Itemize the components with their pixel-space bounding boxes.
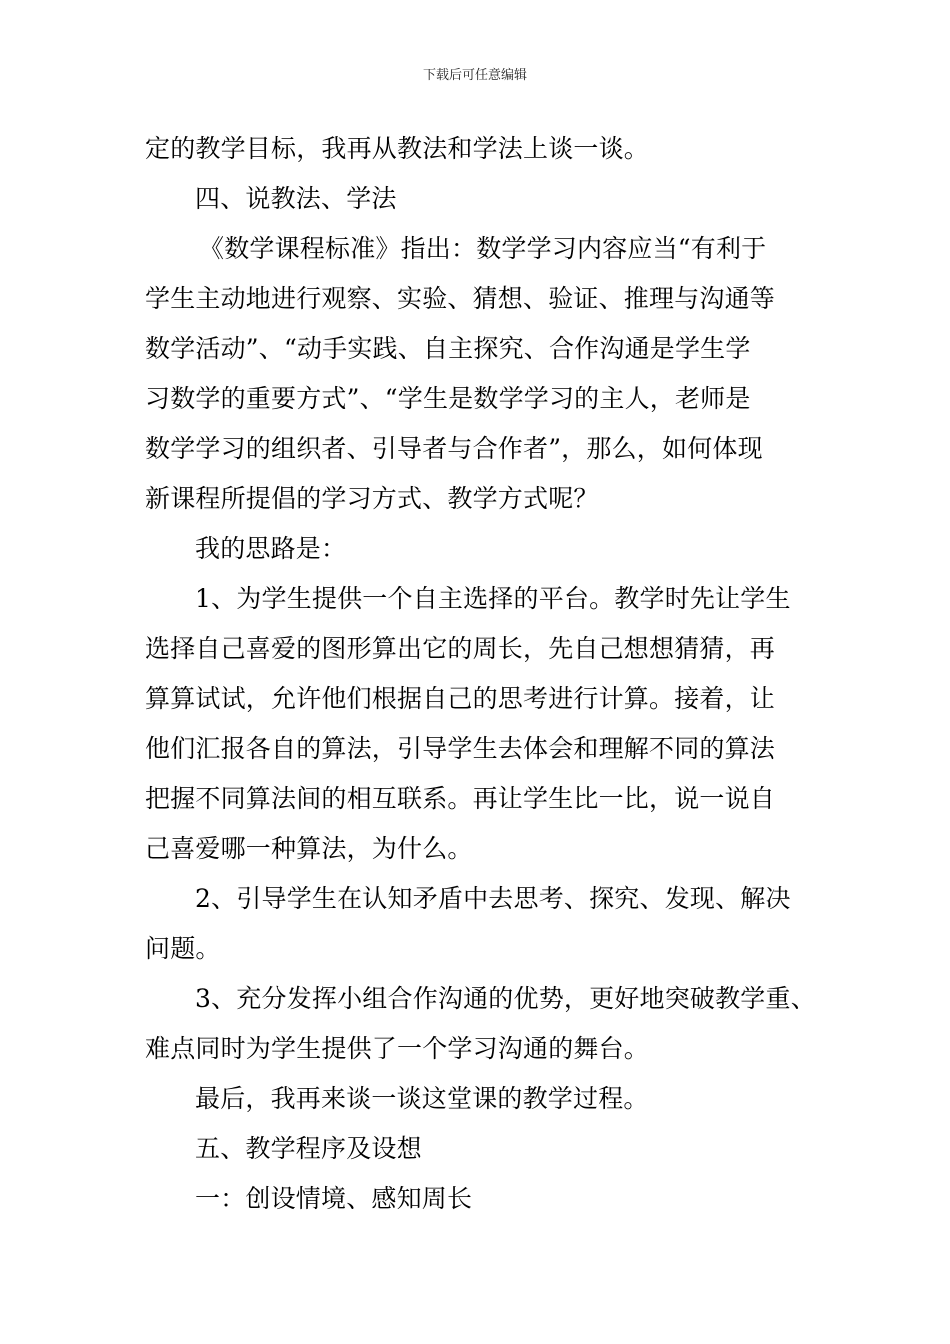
text-line: 2、引导学生在认知矛盾中去思考、探究、发现、解决 [195,884,791,913]
text-line: 学生主动地进行观察、实验、猜想、验证、推理与沟通等 [145,284,776,313]
section-heading: 五、教学程序及设想 [195,1134,422,1163]
text-line: 算算试试，允许他们根据自己的思考进行计算。接着，让 [145,684,776,713]
text-line: 数学学习的组织者、引导者与合作者”，那么，如何体现 [145,434,763,463]
text-line: 我的思路是： [195,534,347,563]
text-line: 定的教学目标，我再从教法和学法上谈一谈。 [145,134,650,163]
text-line: 数学活动”、“动手实践、自主探究、合作沟通是学生学 [145,334,751,363]
text-line: 把握不同算法间的相互联系。再让学生比一比，说一说自 [145,784,776,813]
section-heading: 一：创设情境、感知周长 [195,1184,473,1213]
text-line: 他们汇报各自的算法，引导学生去体会和理解不同的算法 [145,734,776,763]
section-heading: 四、说教法、学法 [195,184,397,213]
text-line: 难点同时为学生提供了一个学习沟通的舞台。 [145,1034,650,1063]
page-header: 下载后可任意编辑 [422,68,527,83]
text-line: 问题。 [145,934,221,963]
text-line: 己喜爱哪一种算法，为什么。 [145,834,473,863]
text-line: 习数学的重要方式”、“学生是数学学习的主人，老师是 [145,384,751,413]
text-line: 新课程所提倡的学习方式、教学方式呢？ [145,484,599,513]
text-line: 《数学课程标准》指出：数学学习内容应当“有利于 [199,234,767,263]
text-line: 1、为学生提供一个自主选择的平台。教学时先让学生 [195,584,791,613]
text-line: 3、充分发挥小组合作沟通的优势，更好地突破教学重、 [195,984,816,1013]
text-line: 选择自己喜爱的图形算出它的周长，先自己想想猜猜，再 [145,634,776,663]
text-line: 最后，我再来谈一谈这堂课的教学过程。 [195,1084,649,1113]
